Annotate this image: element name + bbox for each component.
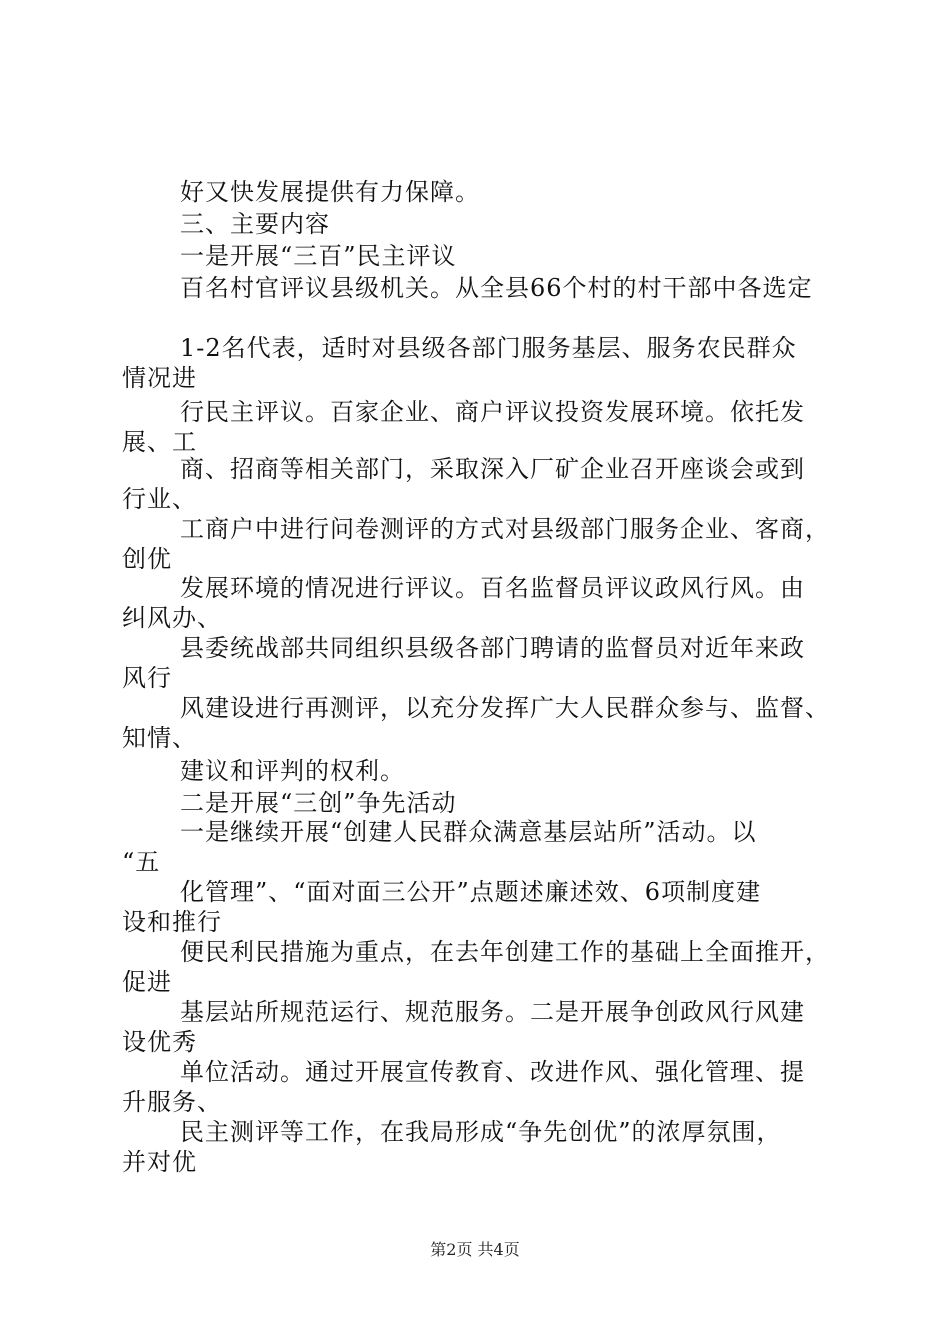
subsection-heading: 二是开展“三创”争先活动 [180,789,457,817]
text-line: 便民利民措施为重点，在去年创建工作的基础上全面推开， [180,938,830,966]
text-line: 好又快发展提供有力保障。 [180,178,480,206]
text-line: 风行 [122,664,172,692]
text-line: 创优 [122,545,172,573]
text-line: 升服务、 [122,1088,222,1116]
text-line: 情况进 [122,364,197,392]
text-line: 发展环境的情况进行评议。百名监督员评议政风行风。由 [180,574,805,602]
text-line: 商、招商等相关部门，采取深入厂矿企业召开座谈会或到 [180,455,805,483]
text-line: 行业、 [122,485,197,513]
text-line: 化管理”、“面对面三公开”点题述廉述效、6项制度建 [180,878,762,906]
text-line: 促进 [122,968,172,996]
section-heading: 三、主要内容 [180,210,330,238]
text-line: 知情、 [122,724,197,752]
text-line: “五 [122,848,161,876]
page-number: 第2页 共4页 [430,1240,520,1259]
text-line: 工商户中进行问卷测评的方式对县级部门服务企业、客商， [180,515,830,543]
text-line: 民主测评等工作，在我局形成“争先创优”的浓厚氛围， [180,1118,782,1146]
text-line: 建议和评判的权利。 [180,757,405,785]
text-line: 展、工 [122,428,197,456]
text-line: 纠风办、 [122,604,222,632]
text-line: 县委统战部共同组织县级各部门聘请的监督员对近年来政 [180,634,805,662]
text-line: 1-2名代表，适时对县级各部门服务基层、服务农民群众 [180,334,797,362]
text-line: 百名村官评议县级机关。从全县66个村的村干部中各选定 [180,274,813,302]
text-line: 单位活动。通过开展宣传教育、改进作风、强化管理、提 [180,1058,805,1086]
text-line: 风建设进行再测评，以充分发挥广大人民群众参与、监督、 [180,694,830,722]
text-line: 设优秀 [122,1028,197,1056]
subsection-heading: 一是开展“三百”民主评议 [180,242,457,270]
text-line: 设和推行 [122,908,222,936]
text-line: 并对优 [122,1148,197,1176]
text-line: 基层站所规范运行、规范服务。二是开展争创政风行风建 [180,998,805,1026]
text-line: 一是继续开展“创建人民群众满意基层站所”活动。以 [180,818,757,846]
text-line: 行民主评议。百家企业、商户评议投资发展环境。依托发 [180,398,805,426]
